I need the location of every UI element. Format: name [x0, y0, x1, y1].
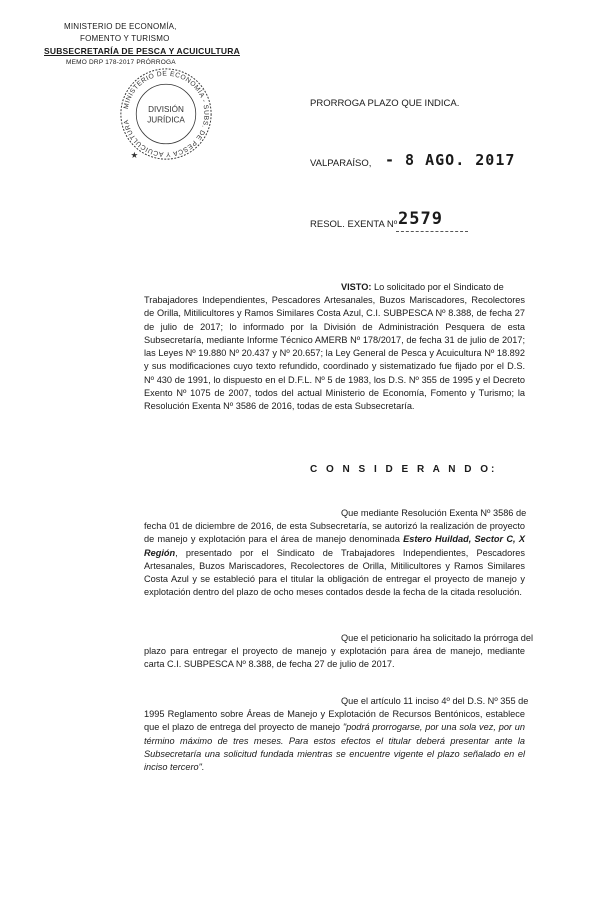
- p3-quote: "podrá prorrogarse, por una sola vez, por un término máximo de tres meses. Para estos efectos el titular deberá presentar ante la Subsecretaría una solicitud fundada mientras se encuentre vigente el plazo señalado en el inciso tercero".: [144, 722, 525, 773]
- considerando-paragraph-2: plazo para entregar el proyecto de manejo y explotación para área de manejo, mediante carta C.I. SUBPESCA Nº 8.388, de fecha 27 de julio de 2017.: [144, 646, 525, 670]
- p1-text-a: fecha 01 de diciembre de 2016, de esta Subsecretaría, se autorizó la realización de proyecto de manejo y explotación para el área de manejo denominada: [144, 521, 525, 545]
- resolution-number: 2579: [398, 209, 443, 229]
- city-label: VALPARAÍSO,: [310, 158, 372, 169]
- seal-star-icon: ★: [130, 150, 139, 161]
- p1-area-name: Estero Huildad, Sector C, X Región: [144, 534, 526, 558]
- visto-first-text: Lo solicitado por el Sindicato de: [374, 282, 504, 292]
- considerando-paragraph-1: [144, 520, 525, 600]
- resolution-number-underline: [396, 231, 468, 232]
- resolution-label: RESOL. EXENTA Nº: [310, 219, 398, 230]
- visto-first-line: [341, 281, 525, 294]
- ministry-name-line2: FOMENTO Y TURISMO: [80, 34, 170, 43]
- document-subject: PRORROGA PLAZO QUE INDICA.: [310, 98, 460, 109]
- considerando-paragraph-3: [144, 708, 525, 774]
- p3-text-a: 1995 Reglamento sobre Áreas de Manejo y Explotación de Recursos Bentónicos, establece que el plazo de entrega del proyecto de manejo: [144, 709, 525, 733]
- seal-inner-line1: DIVISIÓN: [148, 105, 184, 115]
- ministry-name: MINISTERIO DE ECONOMÍA,: [64, 22, 177, 31]
- considerando-p1-first: Que mediante Resolución Exenta Nº 3586 de: [341, 508, 527, 518]
- considerando-p2-first: Que el peticionario ha solicitado la prórroga del: [341, 633, 534, 643]
- visto-paragraph: Trabajadores Independientes, Pescadores Artesanales, Buzos Mariscadores, Recolectores de Orilla, Mitilicultores y Ramos Similares Costa Azul, C.I. SUBPESCA Nº 8.388, de fecha 27 de julio de 2017; lo informado por la División de Administración Pesquera de esta Subsecretaría, mediante Informe Técnico AMERB Nº 178/2017, de fecha 31 de julio de 2017; las Leyes Nº 19.880 Nº 20.437 y Nº 20.657; la Ley General de Pesca y Acuicultura Nº 18.892 y sus modificaciones cuyo texto refundido, coordinado y sistematizado fue fijado por el D.S. Nº 430 de 1991, lo dispuesto en el D.F.L. Nº 5 de 1983, los D.S. Nº 355 de 1995 y el Decreto Exento Nº 1075 de 2007, todos del actual Ministerio de Economía, Fomento y Turismo; la Resolución Exenta Nº 3586 de 2016, todas de esta Subsecretaría.: [144, 295, 525, 412]
- considerando-heading: C O N S I D E R A N D O:: [310, 464, 498, 475]
- subsecretaria-name: SUBSECRETARÍA DE PESCA Y ACUICULTURA: [44, 46, 240, 56]
- seal-outer-text: MINISTERIO DE ECONOMÍA - SUBS. DE PESCA Y ACUICULTURA: [122, 70, 210, 158]
- considerando-p3-first: Que el artículo 11 inciso 4º del D.S. Nº 355 de: [341, 696, 529, 706]
- memo-reference: MEMO DRP 178-2017 PRÓRROGA: [66, 59, 176, 66]
- p1-text-b: , presentado por el Sindicato de Trabajadores Independientes, Pescadores Artesanales, Buzos Mariscadores, Recolectores de Orilla, Mitilicultores y Ramos Similares Costa Azul y se estableció para el titular la obligación de entregar el proyecto de manejo y explotación dentro del plazo de ocho meses contados desde la fecha de la citada resolución.: [144, 547, 525, 598]
- visto-label: VISTO:: [341, 282, 372, 292]
- seal-graphic: [118, 66, 214, 162]
- document-date: - 8 AGO. 2017: [385, 151, 516, 169]
- seal-inner-line2: JURÍDICA: [147, 115, 185, 125]
- division-juridica-seal: [118, 66, 214, 162]
